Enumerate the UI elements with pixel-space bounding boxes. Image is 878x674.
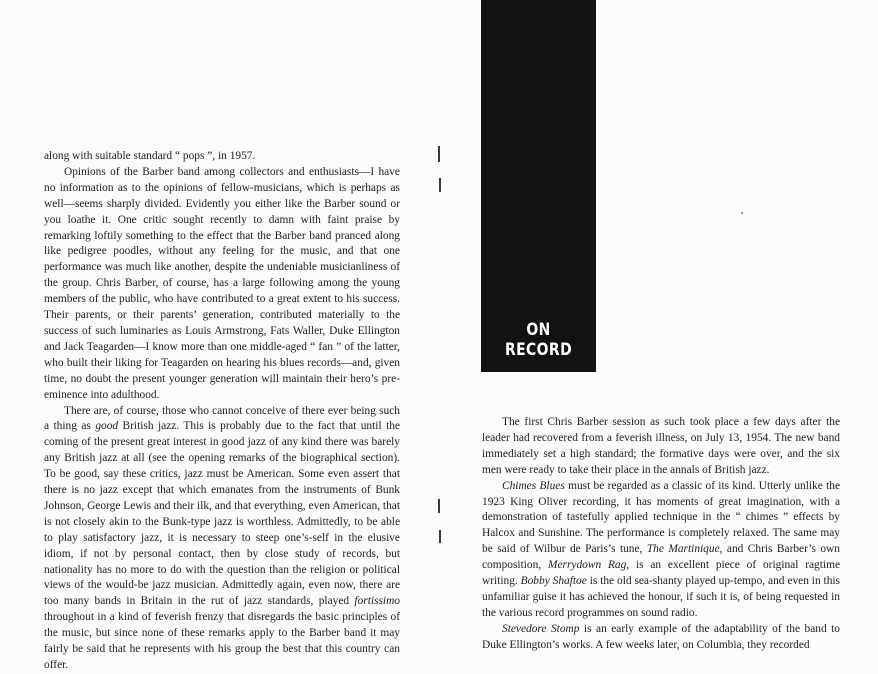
text-run: British jazz. This is probably due to the fact that until the coming of the present great interest in good jazz of any kind there was barely any British jazz at all (see the opening remarks of the biographical section). To be good, say these critics, jazz must be American. Some even assert that there is no jazz except that which emanates from the instruments of Bunk Johnson, George Lewis and their ilk, and that everything, even American, that is not closely akin to the Bunk-type jazz is worthless. Admittedly, to be able to play satisfactory jazz, it is necessary to steep one’s-self in the elusive idiom, if not by personal contact, then by close study of records, but nationality has no more to do with the question than the religion or political views of the would-be jazz musician. Admittedly again, even now, there are too many bands in Britain in the rut of jazz standards, played	[44, 420, 400, 608]
text-run: is an early example of the adaptability of the band to Duke Ellington’s works. A few weeks later, on Columbia, they recorded	[482, 622, 841, 651]
title-stevedore-stomp: Stevedore Stomp	[502, 622, 580, 635]
emphasis-fortissimo: fortissimo	[354, 595, 400, 608]
right-text-column	[482, 415, 840, 654]
title-merrydown-rag: Merrydown Rag,	[547, 559, 630, 572]
paragraph-first-session: The first Chris Barber session as such took place a few days after the leader had recovered from a feverish illness, on July 13, 1954. The new band immediately set a high standard; the formative days were over, and the six men were ready to take their place in the annals of British jazz.	[482, 416, 840, 476]
paragraph-continued: along with suitable standard “ pops ”, in 1957.	[44, 150, 256, 162]
text-run: There are, of course, those who cannot conceive of there ever being such a thing as	[44, 404, 400, 433]
text-run: is the old sea-shanty played up-tempo, and even in this unfamiliar guise it has achieved the honour, if such it is, of being requested in the various record programmes on sound radio.	[482, 575, 840, 619]
emphasis-good: good	[95, 420, 119, 433]
paragraph-stevedore-stomp	[482, 622, 840, 654]
paper-speck	[741, 212, 743, 214]
text-run: and Chris Barber’s own composition,	[482, 543, 840, 572]
title-the-martinique: The Martinique,	[646, 543, 723, 556]
section-title: ON RECORD	[504, 320, 573, 360]
text-run: is an excellent piece of original ragtime writing.	[482, 559, 840, 588]
paragraph-good-british-jazz	[44, 404, 400, 674]
title-bobby-shaftoe: Bobby Shaftoe	[520, 575, 587, 588]
section-banner	[481, 0, 596, 372]
paragraph-opinions: Opinions of the Barber band among collectors and enthusiasts—I have no information as to the opinions of fellow-musicians, which is perhaps as well—seems sharply divided. Evidently you either like the Barber sound or you loathe it. One critic sought recently to damn with faint praise by remarking loftily something to the effect that the Barber band pranced along like pedigree poodles, without any feeling for the music, and that one performance was much like another, despite the undeniable musicianliness of the group. Chris Barber, of course, has a large following among the young members of the public, who have contributed to a great extent to his success. Their parents, or their parents’ generation, contributed materially to the success of such luminaries as Louis Armstrong, Fats Waller, Duke Ellington and Jack Teagarden—I know more than one middle-aged “ fan ” of the latter, who built their liking for Teagarden on hearing his blues records—and, given time, no doubt the present younger generation will maintain their hero’s pre-eminence into adulthood.	[44, 165, 400, 401]
left-text-column	[44, 149, 400, 674]
paragraph-chimes-blues	[482, 479, 840, 622]
title-chimes-blues: Chimes Blues	[502, 479, 565, 492]
text-run: throughout in a kind of feverish frenzy that disregards the basic principles of the music, but since none of these remarks apply to the Barber band it may fairly be said that he represents with his group the best that this country can offer.	[44, 611, 400, 671]
left-page	[0, 0, 440, 671]
text-run: must be regarded as a classic of its kind. Utterly unlike the 1923 King Oliver recording, it has moments of great imagination, with a demonstration of tastefully applied technique in the “ chimes ” effects by Halcox and Sunshine. The performance is completely relaxed. The same may be said of Wilbur de Paris’s tune,	[482, 479, 840, 556]
